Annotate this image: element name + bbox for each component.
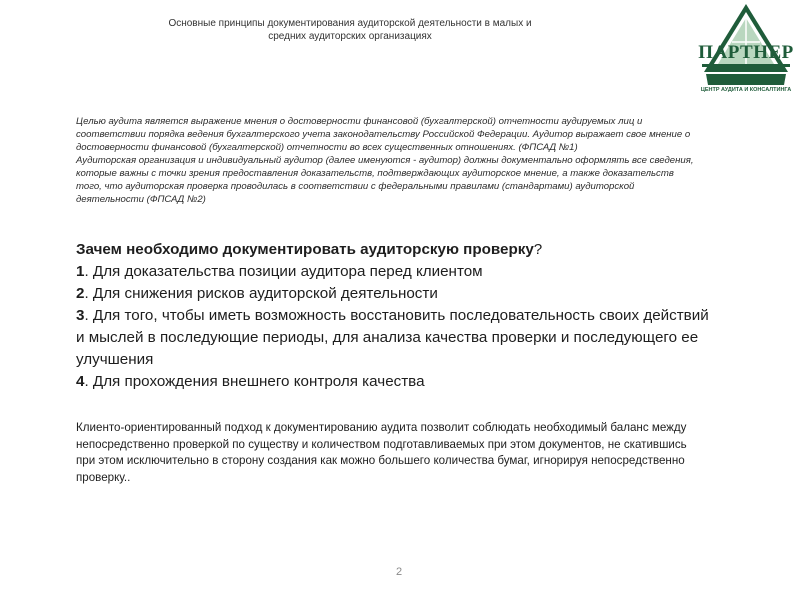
slide-title-line2: средних аудиторских организациях bbox=[268, 31, 432, 42]
slide-title-line1: Основные принципы документирования аудиторской деятельности в малых и bbox=[168, 18, 532, 29]
page-number: 2 bbox=[396, 566, 403, 578]
logo-subtitle: ЦЕНТР АУДИТА И КОНСАЛТИНГА bbox=[700, 87, 792, 93]
question-heading-mark: ? bbox=[533, 241, 543, 258]
reason-item-2: 2. Для снижения рисков аудиторской деятельности bbox=[76, 285, 438, 302]
closing-paragraph: Клиенто-ориентированный подход к документированию аудита позволит соблюдать необходимый баланс между непосредственно проверкой по существу и количеством подготавливаемых при этом документов, не скатившись при этом исключительно в сторону создания как можно большего количества бумаг, игнорируя непосредственно проверку.. bbox=[76, 421, 687, 484]
reason-item-1: 1. Для доказательства позиции аудитора перед клиентом bbox=[76, 263, 483, 280]
question-heading-text: Зачем необходимо документировать аудиторскую проверку bbox=[76, 241, 534, 258]
reason-number: 4 bbox=[76, 373, 85, 390]
reason-item-3: 3. Для того, чтобы иметь возможность восстановить последовательность своих действий и мыслей в последующие периоды, для анализа качества проверки и последующего ее улучшения bbox=[76, 307, 709, 368]
logo-brand-text: ПАРТНЕР bbox=[698, 42, 794, 63]
reason-text: Для снижения рисков аудиторской деятельности bbox=[92, 285, 438, 302]
intro-paragraph-1: Целью аудита является выражение мнения о достоверности финансовой (бухгалтерской) отчетности аудируемых лиц и соответствии порядка ведения бухгалтерского учета законодательству Российской Федерации. Аудитор выражает свое мнение о достоверности финансовой (бухгалтерской) отчетности во всех существенных отношениях. (ФПСАД №1) bbox=[76, 116, 691, 153]
reason-number: 3 bbox=[76, 307, 85, 324]
slide-title bbox=[150, 17, 550, 43]
intro-text bbox=[76, 115, 698, 206]
reason-text: Для того, чтобы иметь возможность восстановить последовательность своих действий и мыслей в последующие периоды, для анализа качества проверки и последующего ее улучшения bbox=[76, 307, 709, 368]
logo-underline bbox=[702, 64, 790, 67]
reason-number: 1 bbox=[76, 263, 85, 280]
reason-item-4: 4. Для прохождения внешнего контроля качества bbox=[76, 373, 425, 390]
question-heading bbox=[76, 239, 716, 261]
reason-text: Для доказательства позиции аудитора перед клиентом bbox=[92, 263, 483, 280]
reason-text: Для прохождения внешнего контроля качества bbox=[92, 373, 425, 390]
question-section bbox=[76, 239, 716, 393]
reason-number: 2 bbox=[76, 285, 85, 302]
intro-paragraph-2: Аудиторская организация и индивидуальный аудитор (далее именуются - аудитор) должны документально оформлять все сведения, которые важны с точки зрения предоставления доказательств, подтверждающих аудиторское мнение, а также доказательств того, что аудиторская проверка проводилась в соответствии с федеральными правилами (стандартами) аудиторской деятельности (ФПСАД №2) bbox=[76, 155, 694, 205]
partner-logo bbox=[696, 2, 796, 100]
